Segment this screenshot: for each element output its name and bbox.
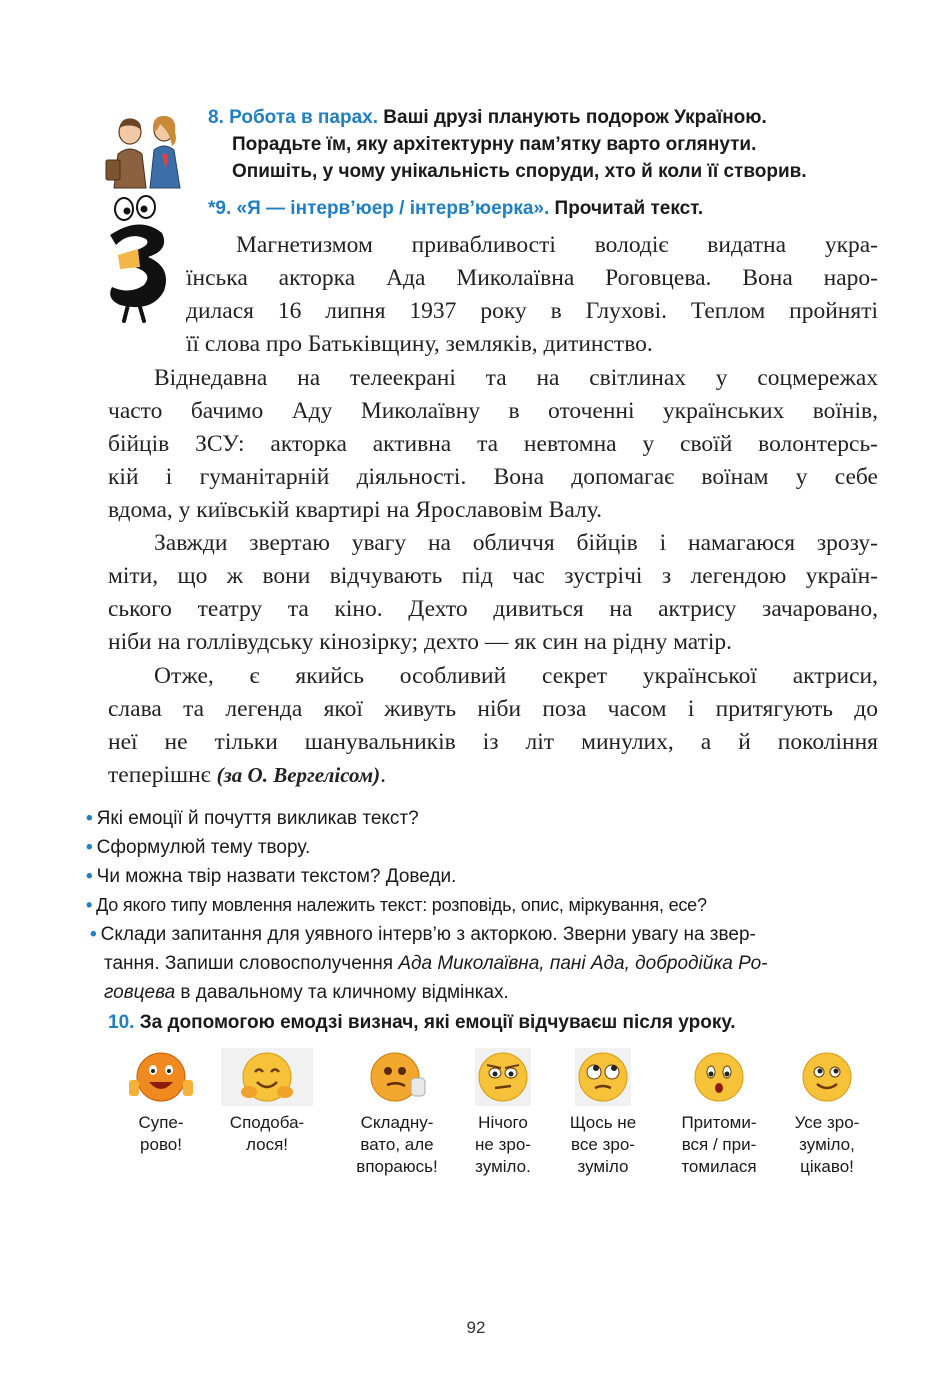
task-10: 10. За допомогою емодзі визнач, які емоції відчуваєш після уроку.	[108, 1012, 736, 1033]
text-line: Отже, є якийсь особливий секрет української актриси,	[154, 663, 878, 689]
text-line: вдома, у київській квартирі на Ярославовім Валу.	[108, 497, 602, 523]
text-line: кій і гуманітарній діяльності. Вона допомагає воїнам у себе	[108, 464, 878, 490]
emoji-understood: Усе зро- зуміло, цікаво!	[762, 1048, 892, 1178]
thinking-emoji-icon	[361, 1048, 433, 1106]
text-line: Віднедавна на телеекрані та на світлинах у соцмережах	[154, 365, 878, 391]
text-line: її слова про Батьківщину, земляків, дитинство.	[186, 331, 653, 357]
text-line: слава та легенда якої живуть ніби поза часом і притягують до	[108, 696, 878, 722]
text-line: ніби на голлівудську кінозірку; дехто — як син на рідну матір.	[108, 629, 733, 655]
emoji-super: Супе- рово!	[96, 1048, 226, 1156]
text-source: (за О. Вергелісом)	[216, 763, 381, 787]
surprised-emoji-icon	[687, 1048, 751, 1106]
question-5: • Склади запитання для уявного інтерв’ю з акторкою. Зверни увагу на звер-	[90, 924, 756, 945]
task-8-line-2: Порадьте їм, яку архітектурну пам’ятку варто оглянути.	[232, 134, 757, 155]
page-number: 92	[466, 1318, 486, 1337]
text-line-last: теперішнє (за О. Вергелісом).	[108, 762, 386, 788]
question-4: • До якого типу мовлення належить текст: розповідь, опис, міркування, есе?	[86, 895, 707, 915]
smiling-emoji-icon	[793, 1048, 861, 1106]
question-1: • Які емоції й почуття викликав текст?	[86, 808, 419, 829]
emoji-tired: Притоми- вся / при- томилася	[654, 1048, 784, 1178]
rolling-eyes-emoji-icon	[571, 1048, 635, 1106]
question-3: • Чи можна твір назвати текстом? Доведи.	[86, 866, 457, 887]
text-line: часто бачимо Аду Миколаївну в оточенні українських воїнів,	[108, 398, 878, 424]
confused-emoji-icon	[471, 1048, 535, 1106]
text-line: Завжди звертаю увагу на обличчя бійців і намагаюся зрозу-	[154, 530, 878, 556]
text-line: їнська акторка Ада Миколаївна Роговцева. Вона наро-	[186, 265, 878, 291]
emoji-liked: Сподоба- лося!	[202, 1048, 332, 1156]
text-line: ського театру та кіно. Дехто дивиться на актрису зачаровано,	[108, 596, 878, 622]
emoji-partly: Щось не все зро- зуміло	[538, 1048, 668, 1178]
text-line: дилася 16 липня 1937 року в Глухові. Теплом пройняті	[186, 298, 878, 324]
thumbs-up-emoji-icon	[125, 1048, 197, 1106]
task-8-line-1: Ваші друзі планують подорож Україною.	[383, 107, 767, 128]
task-8-line-3: Опишіть, у чому унікальність споруди, хто й коли її створив.	[232, 161, 807, 182]
text-line: Магнетизмом привабливості володіє видатна укра-	[236, 232, 878, 258]
task-9-title: *9. «Я — інтерв’юер / інтерв’юерка».	[208, 198, 550, 219]
text-line: неї не тільки шанувальників із літ минулих, а й покоління	[108, 729, 878, 755]
emoji-difficult: Складну- вато, але впораюсь!	[332, 1048, 462, 1178]
text-line: бійців ЗСУ: акторка активна та невтомна у своїй волонтерсь-	[108, 431, 878, 457]
task-8-title: 8. Робота в парах.	[208, 107, 378, 128]
hugging-emoji-icon	[221, 1048, 313, 1106]
question-5-line-2: тання. Запиши словосполучення Ада Миколаївна, пані Ада, добродійка Ро-	[104, 953, 768, 974]
task-9-instruction: Прочитай текст.	[554, 198, 704, 219]
text-line: міти, що ж вони відчувають під час зустрічі з легендою україн-	[108, 563, 878, 589]
emoji-nothing: Нічого не зро- зуміло.	[438, 1048, 568, 1178]
question-5-line-3: говцева в давальному та кличному відмінках.	[104, 982, 509, 1003]
question-2: • Сформулюй тему твору.	[86, 837, 311, 858]
